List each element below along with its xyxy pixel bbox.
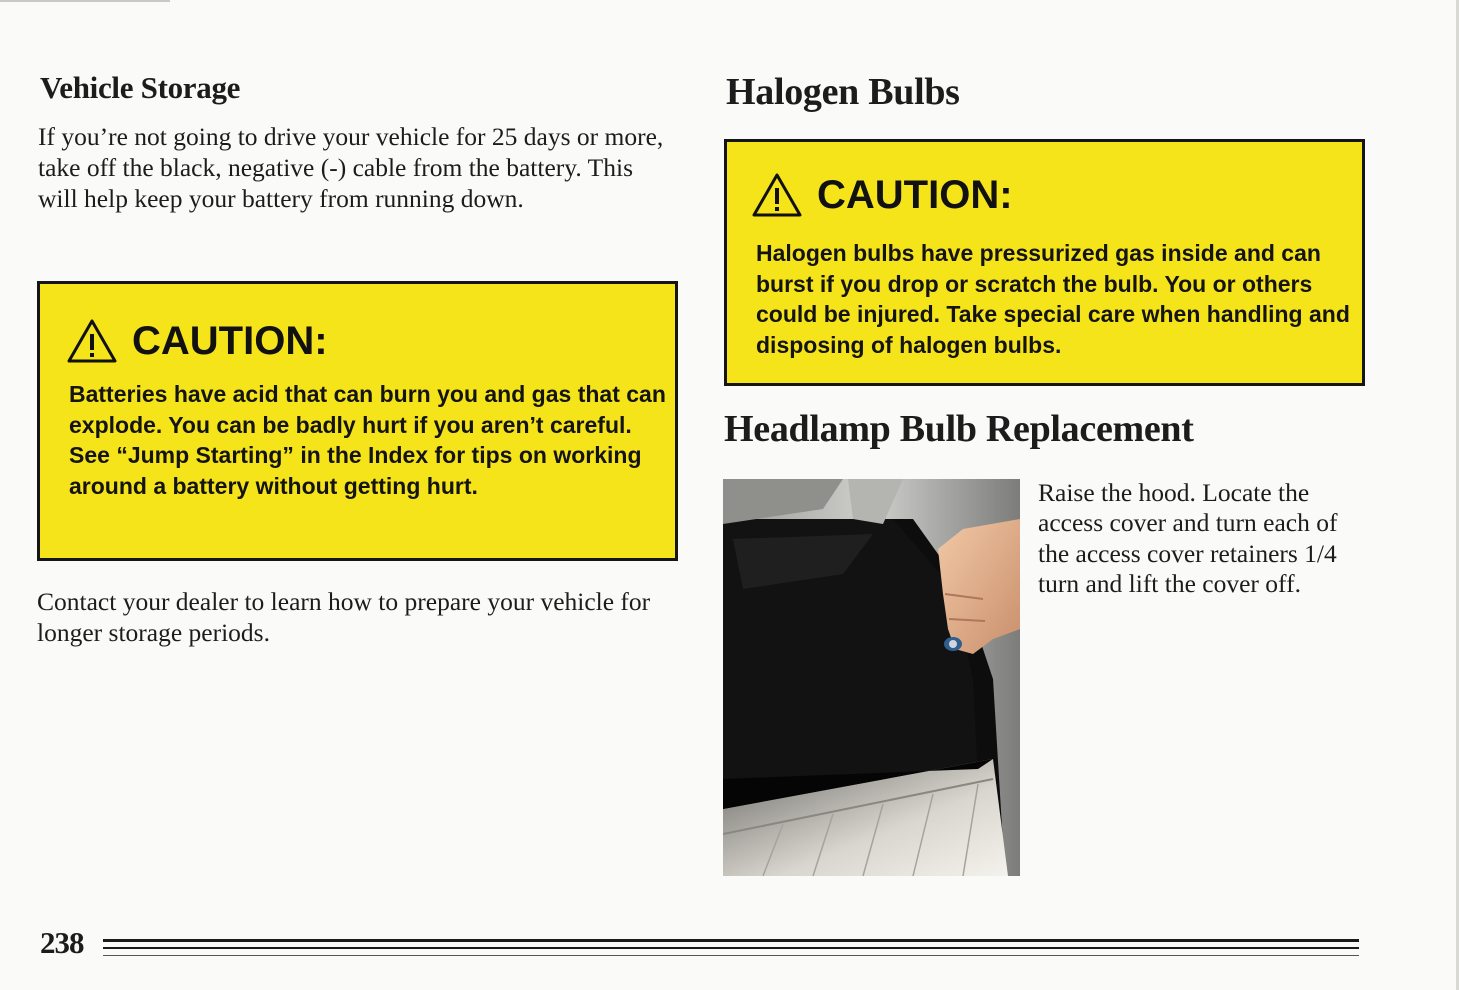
halogen-caution-box xyxy=(724,139,1365,386)
page-number: 238 xyxy=(40,925,84,960)
headlamp-bulb-replacement-heading: Headlamp Bulb Replacement xyxy=(724,408,1194,450)
footer-rule-line xyxy=(103,955,1359,956)
battery-caution-box xyxy=(37,281,678,561)
headlamp-instructions-paragraph: Raise the hood. Locate the access cover and turn each of the access cover retainers 1/4 turn and lift the cover off. xyxy=(1038,478,1338,598)
headlamp-access-cover-photo xyxy=(723,479,1020,876)
vehicle-storage-paragraph: If you’re not going to drive your vehicle for 25 days or more, take off the black, negative (-) cable from the battery. This will help keep your battery from running down. xyxy=(38,122,664,213)
footer-rule-line xyxy=(103,947,1359,949)
caution-title xyxy=(66,318,328,364)
caution-title-text: CAUTION: xyxy=(132,318,328,363)
battery-caution-text: Batteries have acid that can burn you and gas that can explode. You can be badly hurt if you aren’t careful. See “Jump Starting” in the Index for tips on working around a battery without getting hurt. xyxy=(69,381,666,499)
halogen-bulbs-heading: Halogen Bulbs xyxy=(726,71,960,113)
page-top-edge xyxy=(0,0,170,2)
footer-rule-line xyxy=(103,939,1359,942)
vehicle-storage-heading: Vehicle Storage xyxy=(40,70,241,105)
halogen-caution-text: Halogen bulbs have pressurized gas inside and can burst if you drop or scratch the bulb. You or others could be injured. Take special care when handling and disposing of halogen bulbs. xyxy=(756,240,1350,358)
caution-title-text: CAUTION: xyxy=(817,172,1013,217)
contact-dealer-paragraph: Contact your dealer to learn how to prepare your vehicle for longer storage periods. xyxy=(37,587,651,647)
warning-triangle-icon xyxy=(751,172,803,218)
caution-title xyxy=(751,172,1013,218)
warning-triangle-icon xyxy=(66,318,118,364)
